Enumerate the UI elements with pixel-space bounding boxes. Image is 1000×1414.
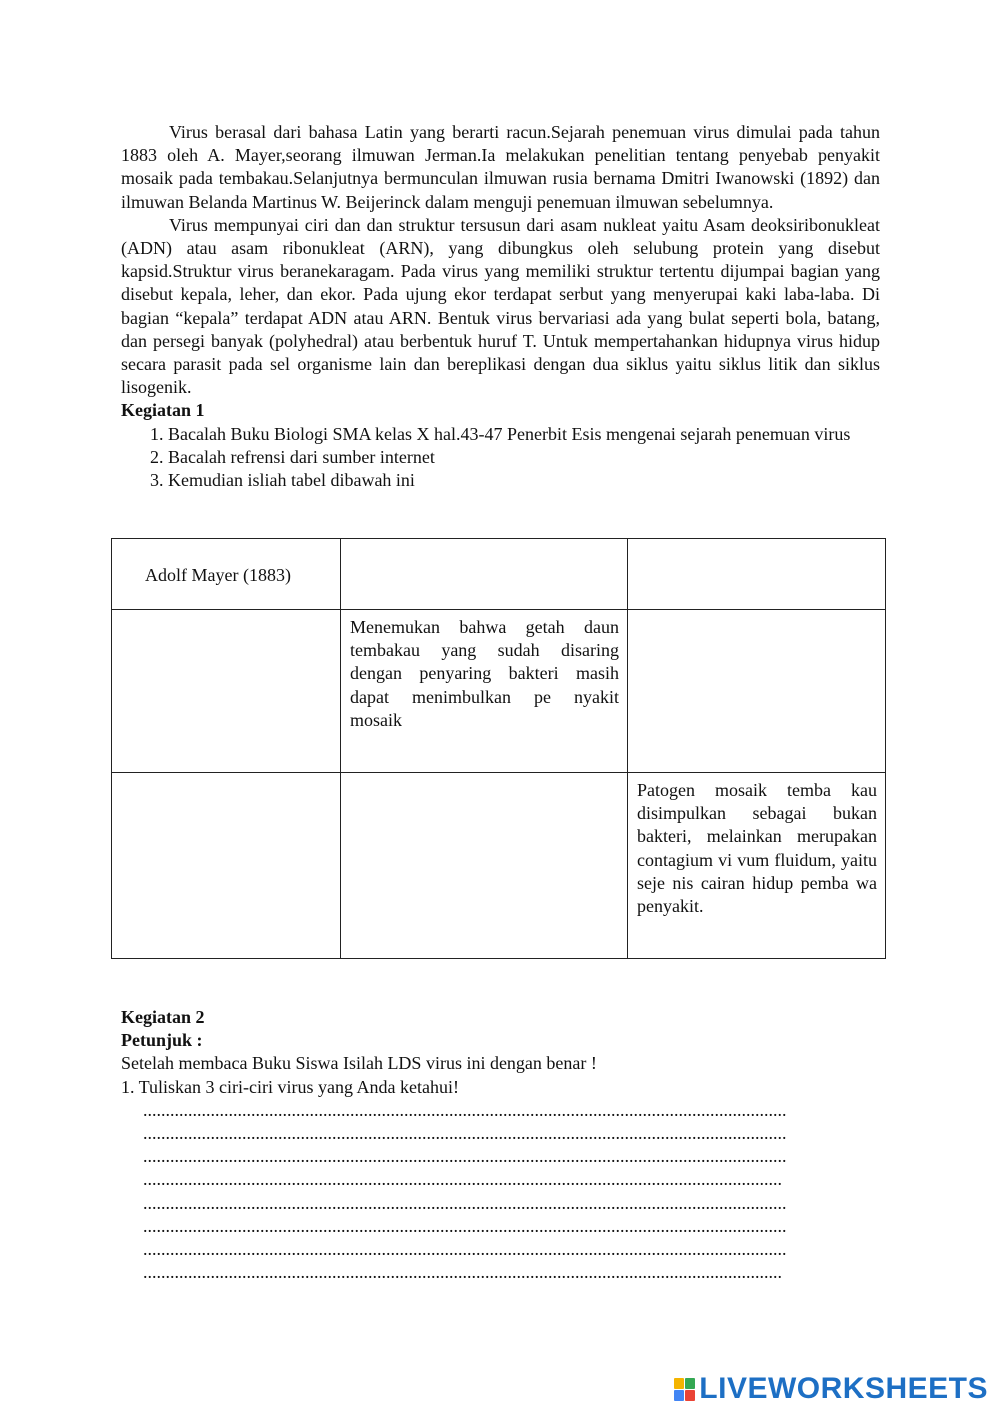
kegiatan-2-section	[121, 1006, 880, 1284]
table-cell-finding[interactable]	[341, 610, 628, 773]
table-cell-scientist[interactable]	[112, 610, 341, 773]
conclusion-text	[628, 610, 885, 622]
liveworksheets-logo	[674, 1374, 988, 1404]
table-cell-conclusion[interactable]	[628, 773, 886, 959]
table-row	[112, 773, 886, 959]
intro-paragraph-1: Virus berasal dari bahasa Latin yang berarti racun.Sejarah penemuan virus dimulai pada tahun 1883 oleh A. Mayer,seorang ilmuwan Jerman.Ia melakukan penelitian tentang penyebab penyakit mosaik pada tembakau.Selanjutnya bermunculan ilmuwan rusia bernama Dmitri Iwanowski (1892) dan ilmuwan Belanda Martinus W. Beijerinck dalam menguji penemuan ilmuwan sebelumnya.	[121, 122, 880, 212]
answer-line[interactable]: ..............................................................................................................................................	[143, 1262, 782, 1283]
table-cell-conclusion[interactable]	[628, 610, 886, 773]
logo-block	[674, 1390, 684, 1401]
finding-text	[341, 773, 627, 785]
table-cell-scientist[interactable]	[112, 773, 341, 959]
answer-line[interactable]: ...............................................................................................................................................	[143, 1123, 787, 1144]
scientist-name	[112, 773, 340, 785]
virus-history-table	[111, 538, 886, 959]
step-item: 2. Bacalah refrensi dari sumber internet	[168, 446, 880, 469]
instruction-text: Setelah membaca Buku Siswa Isilah LDS virus ini dengan benar !	[121, 1053, 597, 1074]
kegiatan-1-steps	[121, 423, 880, 493]
answer-line[interactable]: ...............................................................................................................................................	[143, 1239, 787, 1260]
table-cell-finding[interactable]	[341, 539, 628, 610]
logo-blocks-icon	[674, 1378, 695, 1401]
answer-line[interactable]: ...............................................................................................................................................	[143, 1099, 787, 1120]
answer-line[interactable]: ...............................................................................................................................................	[143, 1192, 787, 1213]
worksheet-body	[121, 121, 880, 492]
conclusion-text: Patogen mosaik temba kau disimpulkan sebagai bukan bakteri, melainkan merupakan contagium vi vum fluidum, yaitu seje nis cairan hidup pemba wa penyakit.	[637, 780, 877, 917]
table-cell-conclusion[interactable]	[628, 539, 886, 610]
table-row	[112, 539, 886, 610]
answer-line[interactable]: ...............................................................................................................................................	[143, 1146, 787, 1167]
scientist-name	[112, 610, 340, 622]
intro-paragraph-2: Virus mempunyai ciri dan dan struktur tersusun dari asam nukleat yaitu Asam deoksiribonukleat (ADN) atau asam ribonukleat (ARN), yang dibungkus oleh selubung protein yang disebut kapsid.Struktur virus beranekaragam. Pada virus yang memiliki struktur tertentu dijumpai bagian yang disebut kepala, leher, dan ekor. Pada ujung ekor terdapat serbut yang menyerupai kaki laba-laba. Di bagian “kepala” terdapat ADN atau ARN. Bentuk virus bervariasi ada yang bulat seperti bola, batang, dan persegi banyak (polyhedral) atau berbentuk huruf T. Untuk mempertahankan hidupnya virus hidup secara parasit pada sel organisme lain dan bereplikasi dengan dua siklus yaitu siklus litik dan siklus lisogenik.	[121, 214, 880, 398]
answer-line[interactable]: ...............................................................................................................................................	[143, 1215, 787, 1236]
kegiatan-2-title: Kegiatan 2	[121, 1007, 205, 1027]
logo-text: LIVEWORKSHEETS	[699, 1372, 988, 1405]
conclusion-text	[628, 539, 885, 551]
table-row	[112, 610, 886, 773]
answer-area[interactable]	[121, 1099, 880, 1285]
logo-block	[685, 1390, 695, 1401]
petunjuk-label: Petunjuk :	[121, 1030, 203, 1051]
scientist-name: Adolf Mayer (1883)	[145, 565, 291, 585]
finding-text	[341, 539, 627, 551]
step-item: 3. Kemudian isliah tabel dibawah ini	[168, 469, 880, 492]
step-item: 1. Bacalah Buku Biologi SMA kelas X hal.43-47 Penerbit Esis mengenai sejarah penemuan virus	[168, 423, 880, 446]
table-cell-finding[interactable]	[341, 773, 628, 959]
logo-block	[685, 1378, 695, 1389]
question-1: 1. Tuliskan 3 ciri-ciri virus yang Anda ketahui!	[121, 1076, 459, 1097]
finding-text: Menemukan bahwa getah daun tembakau yang sudah disaring dengan penyaring bakteri masih dapat menimbulkan pe nyakit mosaik	[350, 617, 619, 730]
kegiatan-1-title: Kegiatan 1	[121, 400, 205, 421]
answer-line[interactable]: ..............................................................................................................................................	[143, 1169, 782, 1190]
table-cell-scientist[interactable]	[112, 539, 341, 610]
logo-block	[674, 1378, 684, 1389]
